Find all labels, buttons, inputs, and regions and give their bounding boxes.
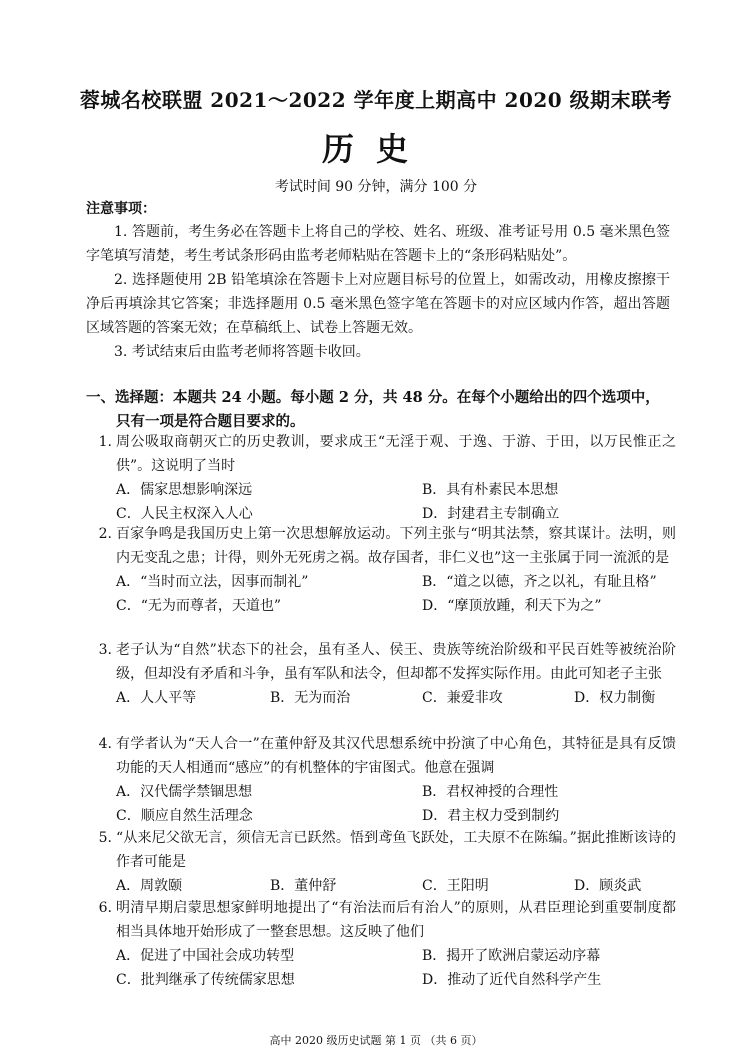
exam-info: 考试时间 90 分钟，满分 100 分 xyxy=(274,179,478,195)
option-b: B．君权神授的合理性 xyxy=(422,784,559,800)
note-item-1: 1. 答题前，考生务必在答题卡上将自己的学校、姓名、班级、准考证号用 0.5 毫米黑色签字笔填写清楚，考生考试条形码由监考老师粘贴在答题卡上的“条形码粘贴处”。 xyxy=(86,224,670,264)
option-a: A．人人平等 xyxy=(116,690,197,706)
option-d: D．封建君主专制确立 xyxy=(422,506,560,522)
question-3 xyxy=(86,638,676,710)
note-item-3: 3. 考试结束后由监考老师将答题卡收回。 xyxy=(114,344,370,360)
option-a: A．周敦颐 xyxy=(116,878,183,894)
option-b: B．无为而治 xyxy=(270,690,351,706)
option-c: C．“无为而尊者，天道也” xyxy=(116,598,282,614)
option-b: B．具有朴素民本思想 xyxy=(422,482,559,498)
question-number: 2. xyxy=(98,526,112,542)
option-b: B．“道之以德，齐之以礼，有耻且格” xyxy=(422,574,657,590)
option-a: A．汉代儒学禁锢思想 xyxy=(116,784,253,800)
option-b: B．揭开了欧洲启蒙运动序幕 xyxy=(422,948,601,964)
question-stem: 老子认为“自然”状态下的社会，虽有圣人、侯王、贵族等统治阶级和平民百姓等被统治阶级，但却没有矛盾和斗争，虽有军队和法令，但却都不发挥实际作用。由此可知老子主张 xyxy=(116,642,676,682)
question-6 xyxy=(86,896,676,992)
question-stem: 有学者认为“天人合一”在董仲舒及其汉代思想系统中扮演了中心角色，其特征是具有反馈功能的天人相通而“感应”的有机整体的宇宙图式。他意在强调 xyxy=(116,736,676,776)
section-line-1: 一、选择题：本题共 24 小题。每小题 2 分，共 48 分。在每个小题给出的四个选项中， xyxy=(86,389,660,406)
option-c: C．人民主权深入人心 xyxy=(116,506,253,522)
section-line-2: 只有一项是符合题目要求的。 xyxy=(116,413,305,430)
question-1 xyxy=(86,430,676,526)
question-2 xyxy=(86,522,676,618)
option-c: C．王阳明 xyxy=(422,878,489,894)
option-d: D．权力制衡 xyxy=(574,690,656,706)
option-d: D．顾炎武 xyxy=(574,878,642,894)
question-stem: 百家争鸣是我国历史上第一次思想解放运动。下列主张与“明其法禁，察其谋计。法明，则内无变乱之患；计得，则外无死虏之祸。故存国者，非仁义也”这一主张属于同一流派的是 xyxy=(116,526,676,566)
option-c: C．顺应自然生活理念 xyxy=(116,808,253,824)
note-item-2: 2. 选择题使用 2B 铅笔填涂在答题卡上对应题目标号的位置上，如需改动，用橡皮擦擦干净后再填涂其它答案；非选择题用 0.5 毫米黑色签字笔在答题卡的对应区域内作答，超出答题区域答题的答案无效；在草稿纸上、试卷上答题无效。 xyxy=(86,272,670,336)
option-d: D．君主权力受到制约 xyxy=(422,808,560,824)
option-a: A．促进了中国社会成功转型 xyxy=(116,948,295,964)
subject-heading: 历史 xyxy=(321,130,430,168)
option-a: A．“当时而立法，因事而制礼” xyxy=(116,574,309,590)
question-4 xyxy=(86,732,676,828)
page-footer: 高中 2020 级历史试题 第 1 页 （共 6 页） xyxy=(269,1034,483,1047)
question-number: 5. xyxy=(98,830,112,846)
exam-title: 蓉城名校联盟 2021～2022 学年度上期高中 2020 级期末联考 xyxy=(79,88,673,112)
option-d: D．推动了近代自然科学产生 xyxy=(422,972,602,988)
notes-heading: 注意事项： xyxy=(86,201,156,217)
option-c: C．批判继承了传统儒家思想 xyxy=(116,972,295,988)
option-d: D．“摩顶放踵，利天下为之” xyxy=(422,598,602,614)
question-number: 4. xyxy=(98,736,112,752)
option-a: A．儒家思想影响深远 xyxy=(116,482,253,498)
question-stem: “从来尼父欲无言，须信无言已跃然。悟到鸢鱼飞跃处，工夫原不在陈编。”据此推断该诗的作者可能是 xyxy=(116,830,676,870)
question-stem: 周公吸取商朝灭亡的历史教训，要求成王“无淫于观、于逸、于游、于田，以万民惟正之供”。这说明了当时 xyxy=(116,434,676,474)
question-number: 6. xyxy=(98,900,112,916)
question-number: 1. xyxy=(98,434,112,450)
option-b: B．董仲舒 xyxy=(270,878,337,894)
option-c: C．兼爱非攻 xyxy=(422,690,503,706)
question-number: 3. xyxy=(98,642,112,658)
section-heading xyxy=(86,386,686,434)
question-5 xyxy=(86,826,676,898)
question-stem: 明清早期启蒙思想家鲜明地提出了“有治法而后有治人”的原则，从君臣理论到重要制度都相当具体地开始形成了一整套思想。这反映了他们 xyxy=(116,900,676,940)
